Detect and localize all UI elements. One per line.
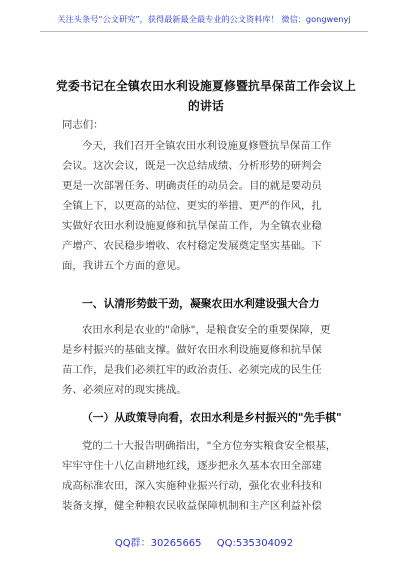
intro-paragraph [62, 136, 362, 276]
footer-qq-group: QQ群：30265665 [114, 538, 202, 549]
paragraph-line: 今天，我们召开全镇农田水利设施夏修暨抗旱保苗工作 [82, 140, 332, 152]
section-1-heading: 一、认清形势鼓干劲，凝聚农田水利建设强大合力 [82, 297, 320, 310]
paragraph-line: 全镇上下，以更高的站位、更实的举措、更严的作风，扎 [62, 200, 322, 212]
footer-qq-number: QQ:535304092 [216, 538, 294, 549]
header-promo-text: 关注头条号“公文研究”，获得最新最全最专业的公文资料库！ 微信：gongwenyj [57, 14, 351, 24]
paragraph-line: 党的二十大报告明确指出，"全方位夯实粮食安全根基， [82, 440, 337, 452]
greeting: 同志们： [62, 119, 104, 131]
paragraph-line: 成高标准农田，深入实施种业振兴行动，强化农业科技和 [62, 480, 322, 492]
paragraph-line: 是乡村振兴的基础支撑。做好农田水利设施夏修和抗旱保 [62, 344, 322, 356]
header-divider [40, 31, 368, 32]
subsection-1-paragraph [62, 436, 362, 516]
paragraph-line: 装备支撑，健全种粮农民收益保障机制和主产区利益补偿 [62, 500, 322, 512]
paragraph-line: 牢牢守住十八亿亩耕地红线，逐步把永久基本农田全部建 [62, 460, 322, 472]
paragraph-line: 实做好农田水利设施夏修和抗旱保苗工作，为全镇农业稳 [62, 220, 322, 232]
paragraph-line: 产增产、农民稳步增收、农村稳定发展奠定坚实基础。下 [62, 240, 322, 252]
document-title-line-1: 党委书记在全镇农田水利设施夏修暨抗旱保苗工作会议上 [56, 79, 356, 93]
paragraph-line: 更是一次部署任务、明确责任的动员会。目的就是要动员 [62, 180, 322, 192]
paragraph-line: 会议。这次会议，既是一次总结成绩、分析形势的研判会 [62, 160, 322, 172]
paragraph-line: 务、必须应对的现实挑战。 [62, 384, 187, 396]
paragraph-line: 农田水利是农业的"命脉"，是粮食安全的重要保障，更 [82, 324, 331, 336]
footer-contact [0, 534, 408, 549]
document-title-line-2: 的讲话 [188, 99, 224, 113]
subsection-1-heading: （一）从政策导向看，农田水利是乡村振兴的"先手棋" [82, 411, 342, 424]
paragraph-line: 苗工作，是我们必须扛牢的政治责任、必须完成的民生任 [62, 364, 322, 376]
section-1-paragraph [62, 320, 362, 400]
paragraph-line: 面，我讲五个方面的意见。 [62, 260, 187, 272]
